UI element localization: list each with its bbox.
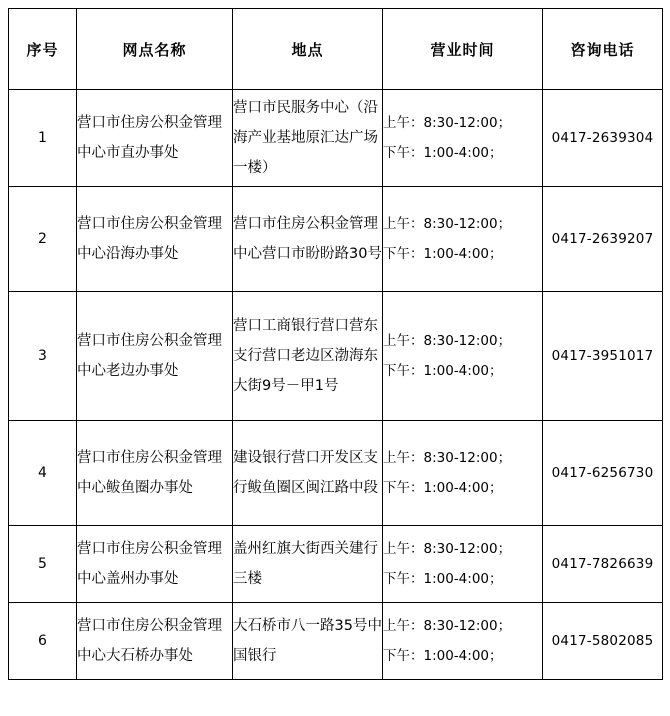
- hours-pm: 下午：1:00-4:00；: [383, 246, 503, 262]
- table-header: [9, 9, 663, 90]
- header-row: [9, 9, 663, 90]
- cell-name: 营口市住房公积金管理中心盖州办事处: [77, 526, 233, 603]
- cell-no: 2: [9, 187, 77, 292]
- table-row: [9, 526, 663, 603]
- cell-name: 营口市住房公积金管理中心大石桥办事处: [77, 603, 233, 680]
- hours-am: 上午：8:30-12:00；: [383, 618, 512, 634]
- table-row: [9, 603, 663, 680]
- cell-place: 大石桥市八一路35号中国银行: [233, 603, 383, 680]
- cell-no: 5: [9, 526, 77, 603]
- hours-pm: 下午：1:00-4:00；: [383, 363, 503, 379]
- cell-hours: [383, 90, 543, 187]
- cell-hours: [383, 603, 543, 680]
- cell-no: 1: [9, 90, 77, 187]
- column-header-place: 地点: [233, 9, 383, 90]
- table-row: [9, 187, 663, 292]
- cell-hours: [383, 292, 543, 421]
- table-body: [9, 90, 663, 680]
- column-header-tel: 咨询电话: [543, 9, 663, 90]
- cell-name: 营口市住房公积金管理中心市直办事处: [77, 90, 233, 187]
- cell-place: 建设银行营口开发区支行鲅鱼圈区闽江路中段: [233, 421, 383, 526]
- cell-place: 盖州红旗大街西关建行三楼: [233, 526, 383, 603]
- column-header-hours: 营业时间: [383, 9, 543, 90]
- hours-am: 上午：8:30-12:00；: [383, 115, 512, 131]
- cell-name: 营口市住房公积金管理中心老边办事处: [77, 292, 233, 421]
- hours-pm: 下午：1:00-4:00；: [383, 648, 503, 664]
- cell-place: 营口工商银行营口营东支行营口老边区渤海东大街9号－甲1号: [233, 292, 383, 421]
- cell-tel: 0417-2639304: [543, 90, 663, 187]
- cell-place: 营口市住房公积金管理中心营口市盼盼路30号: [233, 187, 383, 292]
- cell-tel: 0417-3951017: [543, 292, 663, 421]
- table-row: [9, 90, 663, 187]
- cell-tel: 0417-6256730: [543, 421, 663, 526]
- hours-am: 上午：8:30-12:00；: [383, 541, 512, 557]
- hours-am: 上午：8:30-12:00；: [383, 450, 512, 466]
- cell-name: 营口市住房公积金管理中心沿海办事处: [77, 187, 233, 292]
- cell-place: 营口市民服务中心（沿海产业基地原汇达广场一楼）: [233, 90, 383, 187]
- hours-am: 上午：8:30-12:00；: [383, 216, 512, 232]
- branch-network-table: [8, 8, 663, 680]
- cell-name: 营口市住房公积金管理中心鲅鱼圈办事处: [77, 421, 233, 526]
- cell-tel: 0417-2639207: [543, 187, 663, 292]
- cell-hours: [383, 421, 543, 526]
- cell-no: 4: [9, 421, 77, 526]
- cell-hours: [383, 187, 543, 292]
- hours-pm: 下午：1:00-4:00；: [383, 480, 503, 496]
- hours-pm: 下午：1:00-4:00；: [383, 145, 503, 161]
- table-row: [9, 292, 663, 421]
- cell-no: 3: [9, 292, 77, 421]
- cell-hours: [383, 526, 543, 603]
- column-header-no: 序号: [9, 9, 77, 90]
- cell-no: 6: [9, 603, 77, 680]
- hours-am: 上午：8:30-12:00；: [383, 333, 512, 349]
- cell-tel: 0417-7826639: [543, 526, 663, 603]
- hours-pm: 下午：1:00-4:00；: [383, 571, 503, 587]
- table-row: [9, 421, 663, 526]
- column-header-name: 网点名称: [77, 9, 233, 90]
- cell-tel: 0417-5802085: [543, 603, 663, 680]
